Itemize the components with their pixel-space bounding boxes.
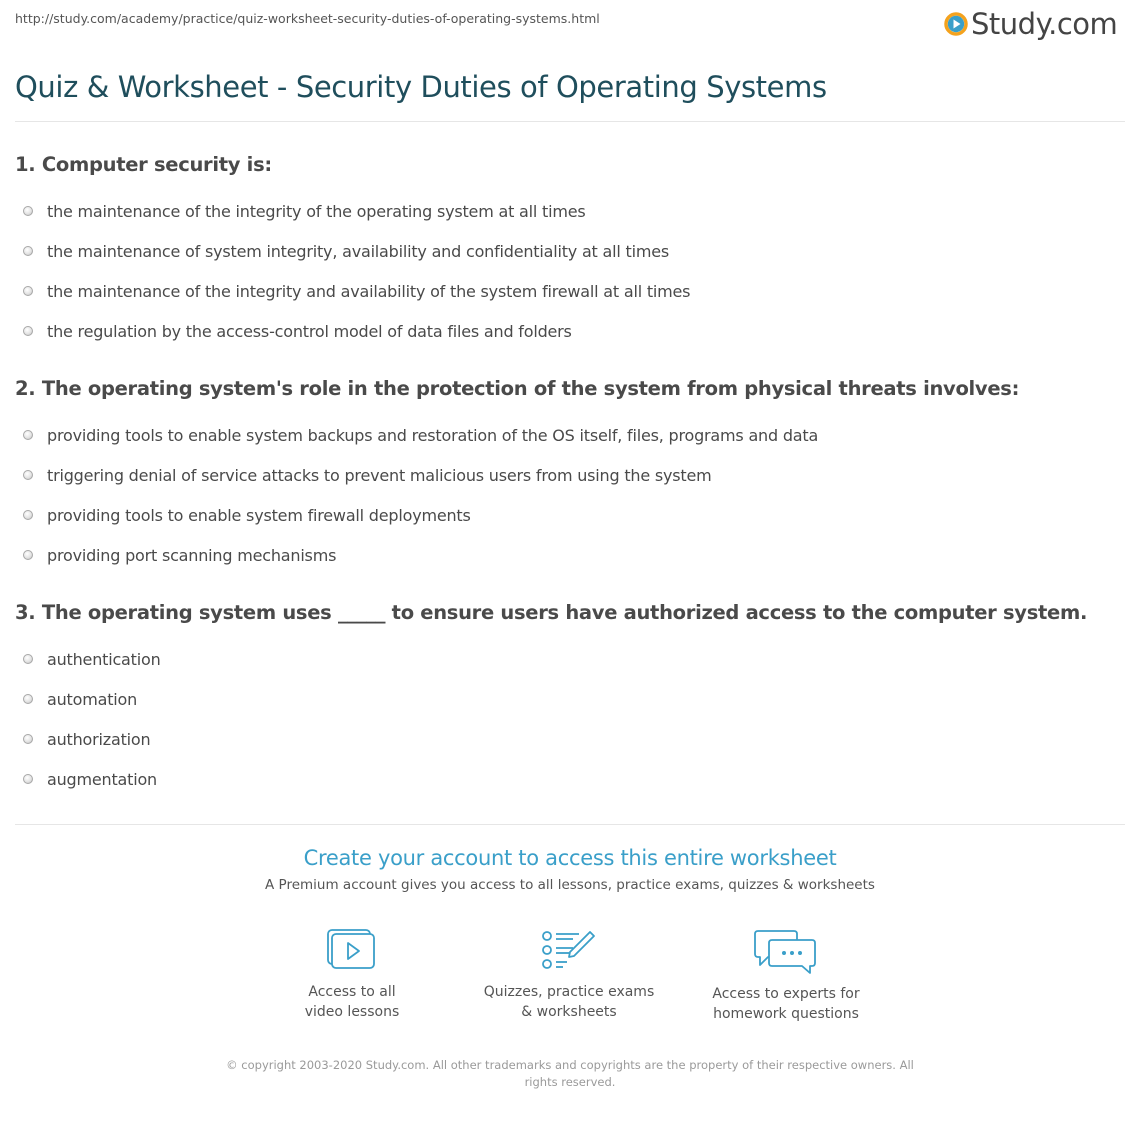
radio-button[interactable] xyxy=(23,510,33,520)
answer-text: authentication xyxy=(47,649,161,669)
question-title: 1. Computer security is: xyxy=(15,153,272,176)
cta-subheading: A Premium account gives you access to all lessons, practice exams, quizzes & worksheets xyxy=(265,877,875,893)
radio-button[interactable] xyxy=(23,206,33,216)
answer-text: authorization xyxy=(47,729,151,749)
page-title: Quiz & Worksheet - Security Duties of Operating Systems xyxy=(15,70,827,104)
radio-button[interactable] xyxy=(23,326,33,336)
answer-option[interactable] xyxy=(15,719,1125,759)
answer-text: providing tools to enable system backups and restoration of the OS itself, files, programs and data xyxy=(47,425,819,445)
answer-option[interactable] xyxy=(15,495,1125,535)
answer-option[interactable] xyxy=(15,679,1125,719)
answer-option[interactable] xyxy=(15,535,1125,575)
radio-button[interactable] xyxy=(23,246,33,256)
feature-label-line: video lessons xyxy=(304,1004,400,1020)
answer-text: the regulation by the access-control model of data files and folders xyxy=(47,321,572,341)
feature-label-line: & worksheets xyxy=(521,1004,617,1020)
page-url: http://study.com/academy/practice/quiz-worksheet-security-duties-of-operating-systems.html xyxy=(15,11,600,26)
answer-option[interactable] xyxy=(15,415,1125,455)
answer-text: augmentation xyxy=(47,769,157,789)
question-3 xyxy=(15,601,1125,799)
question-2 xyxy=(15,377,1125,575)
feature-video-lessons xyxy=(252,928,452,1022)
feature-label-line: homework questions xyxy=(713,1006,859,1022)
answer-text: the maintenance of system integrity, availability and confidentiality at all times xyxy=(47,241,669,261)
expert-chat-icon xyxy=(754,928,818,974)
answer-option[interactable] xyxy=(15,271,1125,311)
study-play-icon xyxy=(944,12,968,36)
radio-button[interactable] xyxy=(23,734,33,744)
answer-text: automation xyxy=(47,689,138,709)
answer-option[interactable] xyxy=(15,639,1125,679)
question-title: 2. The operating system's role in the protection of the system from physical threats involves: xyxy=(15,377,1020,400)
radio-button[interactable] xyxy=(23,774,33,784)
answer-options xyxy=(15,639,1125,799)
radio-button[interactable] xyxy=(23,286,33,296)
copyright-notice: © copyright 2003-2020 Study.com. All other trademarks and copyrights are the property of their respective owners. All rights reserved. xyxy=(226,1058,914,1089)
study-logo[interactable] xyxy=(944,6,1117,42)
logo-text: Study.com xyxy=(971,7,1118,41)
question-title: 3. The operating system uses _____ to ensure users have authorized access to the computer system. xyxy=(15,601,1088,624)
answer-text: providing port scanning mechanisms xyxy=(47,545,337,565)
video-lesson-icon xyxy=(326,928,378,972)
feature-experts xyxy=(686,928,886,1024)
answer-option[interactable] xyxy=(15,311,1125,351)
feature-label-line: Access to all xyxy=(308,984,396,1000)
radio-button[interactable] xyxy=(23,654,33,664)
radio-button[interactable] xyxy=(23,550,33,560)
feature-label-line: Access to experts for xyxy=(712,986,860,1002)
question-1 xyxy=(15,153,1125,351)
header-divider xyxy=(15,121,1125,122)
feature-quizzes xyxy=(469,928,669,1022)
answer-text: the maintenance of the integrity and availability of the system firewall at all times xyxy=(47,281,691,301)
answer-options xyxy=(15,191,1125,351)
answer-option[interactable] xyxy=(15,455,1125,495)
answer-options xyxy=(15,415,1125,575)
create-account-link[interactable]: Create your account to access this entire worksheet xyxy=(303,846,837,870)
quiz-checklist-icon xyxy=(541,928,597,972)
feature-label-line: Quizzes, practice exams xyxy=(483,984,655,1000)
answer-option[interactable] xyxy=(15,191,1125,231)
answer-option[interactable] xyxy=(15,231,1125,271)
radio-button[interactable] xyxy=(23,694,33,704)
radio-button[interactable] xyxy=(23,430,33,440)
answer-text: the maintenance of the integrity of the operating system at all times xyxy=(47,201,586,221)
answer-text: providing tools to enable system firewall deployments xyxy=(47,505,471,525)
answer-option[interactable] xyxy=(15,759,1125,799)
cta-divider xyxy=(15,824,1125,825)
answer-text: triggering denial of service attacks to prevent malicious users from using the system xyxy=(47,465,712,485)
radio-button[interactable] xyxy=(23,470,33,480)
